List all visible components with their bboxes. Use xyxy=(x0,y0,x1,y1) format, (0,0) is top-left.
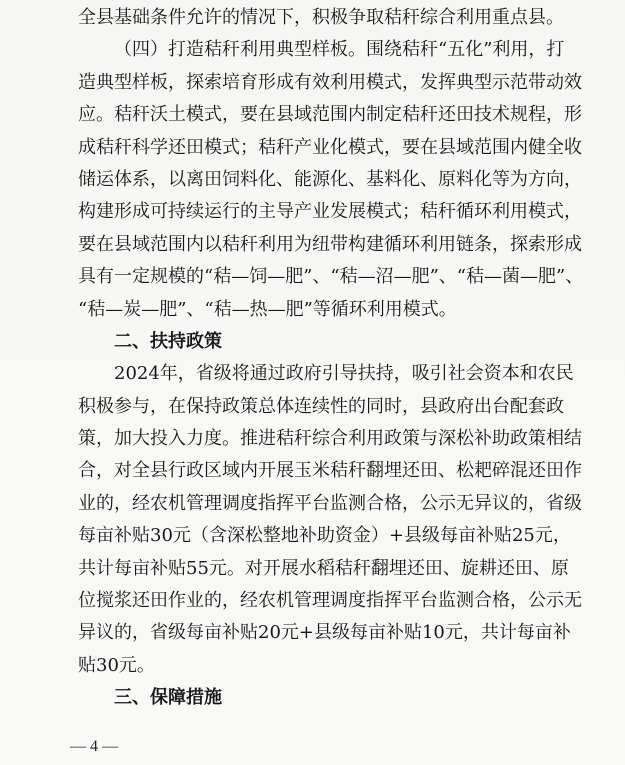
body-line-20: 异议的，省级每亩补贴20元+县级每亩补贴10元，共计每亩补 xyxy=(78,622,571,644)
body-line-13: 积极参与，在保持政策总体连续性的同时，县政府出台配套政 xyxy=(78,395,564,417)
body-line-17: 每亩补贴30元（含深松整地补助资金）+县级每亩补贴25元， xyxy=(78,525,571,547)
body-line-18: 共计每亩补贴55元。对开展水稻秸秆翻埋还田、旋耕还田、原 xyxy=(78,557,569,579)
section-heading-guarantee-measures: 三、保障措施 xyxy=(114,687,222,709)
body-line-9: 具有一定规模的“秸—饲—肥”、“秸—沼—肥”、“秸—菌—肥”、 xyxy=(78,266,584,288)
body-line-4: 应。秸秆沃土模式，要在县域范围内制定秸秆还田技术规程，形 xyxy=(78,104,582,126)
body-line-16: 业的，经农机管理调度指挥平台监测合格，公示无异议的，省级 xyxy=(78,492,582,514)
body-line-5: 成秸秆科学还田模式；秸秆产业化模式，要在县域范围内健全收 xyxy=(78,136,582,158)
body-line-2: （四）打造秸秆利用典型样板。围绕秸秆“五化”利用，打 xyxy=(114,39,565,61)
body-line-6: 储运体系，以离田饲料化、能源化、基料化、原料化等为方向， xyxy=(78,168,582,190)
body-line-7: 构建形成可持续运行的主导产业发展模式；秸秆循环利用模式， xyxy=(78,201,582,223)
page-number: — 4 — xyxy=(70,738,118,755)
body-line-14: 策，加大投入力度。推进秸秆综合利用政策与深松补助政策相结 xyxy=(78,428,582,450)
section-heading-support-policy: 二、扶持政策 xyxy=(114,330,222,352)
body-line-10: “秸—炭—肥”、“秸—热—肥”等循环利用模式。 xyxy=(78,298,457,320)
body-line-1: 全县基础条件允许的情况下，积极争取秸秆综合利用重点县。 xyxy=(78,7,564,28)
body-line-3: 造典型样板，探索培育形成有效利用模式，发挥典型示范带动效 xyxy=(78,71,582,93)
body-line-21: 贴30元。 xyxy=(78,654,155,676)
body-line-19: 位搅浆还田作业的，经农机管理调度指挥平台监测合格，公示无 xyxy=(78,590,582,612)
body-line-15: 合，对全县行政区域内开展玉米秸秆翻埋还田、松耙碎混还田作 xyxy=(78,460,582,482)
body-line-12: 2024年，省级将通过政府引导扶持，吸引社会资本和农民 xyxy=(114,363,574,385)
body-line-8: 要在县域范围内以秸秆利用为纽带构建循环利用链条，探索形成 xyxy=(78,233,582,255)
